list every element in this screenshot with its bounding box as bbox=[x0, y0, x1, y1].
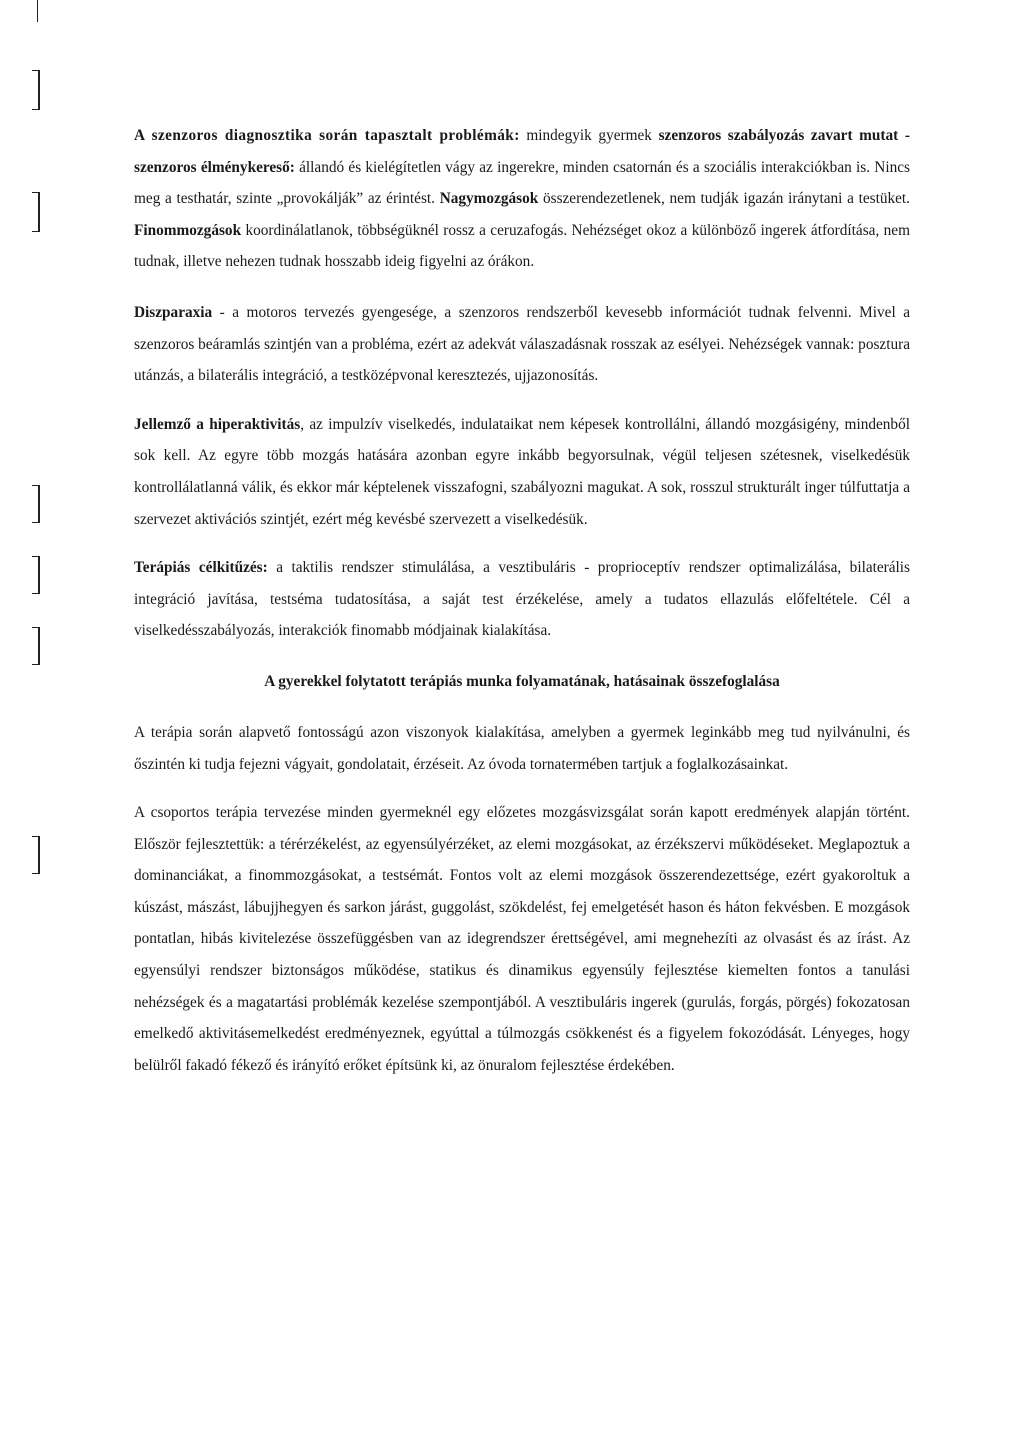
margin-bracket bbox=[32, 836, 40, 874]
bold-term: Finommozgások bbox=[134, 221, 242, 239]
bold-lead: Terápiás célkitűzés: bbox=[134, 559, 268, 577]
document-page bbox=[134, 120, 910, 1081]
paragraph-therapy-setting: A terápia során alapvető fontosságú azon viszonyok kialakítása, amelyben a gyermek leginkább meg tud nyilvánulni, és őszintén ki tudja fejezni vágyait, gondolatait, érzéseit. Az óvoda tornatermében tartjuk a foglalkozásainkat. bbox=[134, 723, 910, 773]
binding-marks bbox=[28, 0, 48, 1447]
section-heading: A gyerekkel folytatott terápiás munka folyamatának, hatásainak összefoglalása bbox=[264, 672, 780, 690]
paragraph-dyspraxia: Diszparaxia - a motoros tervezés gyengesége, a szenzoros rendszerből kevesebb információt tudnak felvenni. Mivel a szenzoros beáramlás szintjén van a probléma, ezért az adekvát válaszadásnak rosszak az esélyei. Nehézségek vannak: posztura utánzás, a bilaterális integráció, a testközépvonal keresztezés, ujjazonosítás. bbox=[134, 303, 910, 385]
paragraph-group-therapy: A csoportos terápia tervezése minden gyermeknél egy előzetes mozgásvizsgálat során kapott eredmények alapján történt. Először fejlesztettük: a térérzékelést, az egyensúlyérzéket, az elemi mozgásokat, az érzékszervi működéseket. Meglapoztuk a dominanciákat, a finommozgásokat, a testsémát. Fontos volt az elemi mozgások összerendezettsége, ezért gyakoroltuk a kúszást, mászást, lábujjhegyen és sarkon járást, guggolást, szökdelést, fej emelgetését hason és háton fekvésben. E mozgások pontatlan, hibás kivitelezése összefüggésben van az idegrendszer érettségével, ami megnehezíti az olvasást és az írást. Az egyensúlyi rendszer biztonságos működése, statikus és dinamikus egyensúly fejlesztése kiemelten fontos a tanulási nehézségek és a magatartási problémák kezelése szempontjából. A vesztibuláris ingerek (gurulás, forgás, pörgés) fokozatosan emelkedő aktivitásemelkedést eredményeznek, egyúttal a túlmozgás csökkenést és a figyelem fokozódását. Lényeges, hogy belülről fakadó fékező és irányító erőket építsünk ki, az önuralom fejlesztése érdekében. bbox=[134, 804, 910, 1074]
margin-bracket bbox=[32, 627, 40, 665]
margin-mark bbox=[36, 0, 38, 22]
margin-bracket bbox=[32, 556, 40, 594]
bold-lead: A szenzoros diagnosztika során tapasztalt problémák: bbox=[134, 127, 520, 144]
margin-bracket bbox=[32, 70, 40, 110]
bold-term: szenzoros szabályozás zavart mutat - szenzoros élménykereső: bbox=[134, 127, 910, 176]
bold-lead: Diszparaxia bbox=[134, 303, 213, 321]
bold-lead: Jellemző a hiperaktivitás bbox=[134, 415, 301, 433]
paragraph-sensory-diagnostics: A szenzoros diagnosztika során tapasztalt problémák: mindegyik gyermek szenzoros szabályozás zavart mutat - szenzoros élménykereső: állandó és kielégítetlen vágy az ingerekre, minden csatornán és a szociális interakciókban is. Nincs meg a testhatár, szinte „provokálják” az érintést. Nagymozgások összerendezetlenek, nem tudják igazán iránytani a testüket. Finommozgások koordinálatlanok, többségüknél rossz a ceruzafogás. Nehézséget okoz a különböző ingerek átfordítása, nem tudnak, illetve nehezen tudnak hosszabb ideig figyelni az órákon. bbox=[134, 127, 910, 271]
paragraph-hyperactivity: Jellemző a hiperaktivitás, az impulzív viselkedés, indulataikat nem képesek kontrollálni, állandó mozgásigény, mindenből sok kell. Az egyre több mozgás hatására azonban egyre inkább begyorsulnak, végül teljesen szétesnek, viselkedésük kontrollálatlanná válik, és ekkor már képtelenek visszafogni, szabályozni magukat. A sok, rosszul strukturált inger túlfuttatja a szervezet aktivációs szintjét, ezért még kevésbé szervezett a viselkedésük. bbox=[134, 415, 910, 528]
margin-bracket bbox=[32, 485, 40, 523]
margin-bracket bbox=[32, 192, 40, 232]
bold-term: Nagymozgások bbox=[439, 190, 539, 208]
paragraph-therapy-goal: Terápiás célkitűzés: a taktilis rendszer stimulálása, a vesztibuláris - proprioceptív rendszer optimalizálása, bilaterális integráció javítása, testséma tudatosítása, a saját test érzékelése, amely a tudatos ellazulás előfeltétele. Cél a viselkedésszabályozás, interakciók finomabb módjainak kialakítása. bbox=[134, 559, 910, 640]
